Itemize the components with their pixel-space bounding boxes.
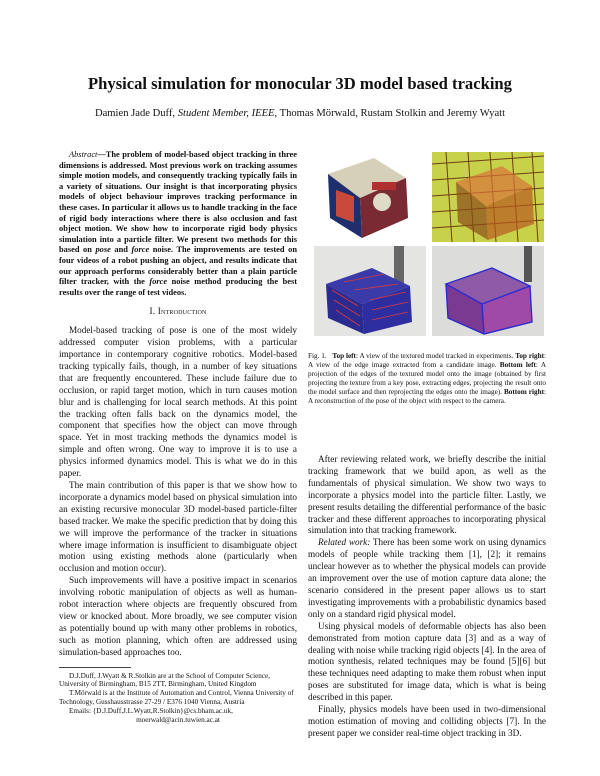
intro-paragraph-2: The main contribution of this paper is that we show how to incorporate a dynamics model based on physical simulation into an existing recursive monocular 3D model-based particle-filter based tracker. We make the specific prediction that by doing this we will improve the performance of the tracker in situations where image information is insufficient to disambiguate object motion using existing methods alone (particularly when occlusion and motion occur). [59,480,297,574]
figure-bottom-right-image [432,246,544,336]
left-column [59,150,297,724]
author-role: Student Member, IEEE, [177,108,278,119]
abstract-pose: pose [95,245,111,255]
authors-rest: Thomas Mörwald, Rustam Stolkin and Jeremy Wyatt [277,108,506,119]
right-paragraph-3: Using physical models of deformable objects has also been demonstrated from motion capture data [3] and as a way of dealing with noise while tracking rigid objects [4]. In the area of motion synthesis, related techniques may be found [5][6] but these techniques need adapting to make them robust when input poses are substituted for image data, which is what is being described in this paper. [308,620,546,703]
caption-top-right-label: Top right [515,352,544,360]
section-heading [59,306,297,318]
footnote-1: D.J.Duff, J.Wyatt & R.Stolkin are at the School of Computer Science, University of Birmingham, B15 2TT, Birmingham, United Kingdom [59,671,271,689]
caption-top-left-label: Top left [332,352,356,360]
abstract-text-a: The problem of model-based object tracking in three dimensions is addressed. Most previous work on tracking assumes simple motion models, and consequently tracking typically fails in a variety of situations. Our insight is that incorporating physics models of object behaviour improves tracking performance in these cases. In particular it allows us to handle tracking in the face of rigid body interactions where there is also occlusion and fast object motion. We show how to incorporate rigid body physics simulation into a particle filter. We present two methods for this based on [59,150,297,255]
caption-bottom-left-label: Bottom left [499,360,536,369]
footnote-3: Emails: {D.J.Duff,J.L.Wyatt,R.Stolkin}@cs.bham.ac.uk, [69,706,233,715]
figure-top-left-image [314,152,426,242]
section-number: I. [149,306,158,317]
author-line [30,108,570,119]
intro-paragraph-3: Such improvements will have a positive impact in scenarios involving robotic manipulation of objects as well as human-robot interaction where objects are frequently obscured from view or knocked about. More broadly, we see computer vision as potentially bound up with many other problems in robotics, such as motion planning, which often are addressed using simulation-based approaches too. [59,575,297,657]
figure-1 [308,148,546,338]
right-paragraph-4: Finally, physics models have been used in two-dimensional motion estimation of moving and colliding objects [7]. In the present paper we consider real-time object tracking in 3D. [308,704,546,738]
caption-bottom-right-text: : A reconstruction of the pose of the object with respect to the camera. [308,387,546,405]
related-work-paragraph [308,537,546,620]
figure-1-caption [308,352,546,405]
abstract-dash: — [97,150,106,159]
related-work-text: There has been some work on using dynamics models of people while tracking them [1], [2]; it remains unclear however as to whether the physical models can provide an improvement over the use of motion capture data alone; the scenario considered in the present paper allows us to start investigating improvements with a probabilistic dynamics based only on a standard rigid physical model. [308,537,546,619]
footnote-2: T.Mörwald is at the Institute of Automation and Control, Vienna University of Technology, Gusshausstrasse 27-29 / E376 1040 Vienna, Austria [59,689,294,706]
figure-top-right-image [432,152,544,242]
intro-paragraph-1: Model-based tracking of pose is one of the most widely addressed computer vision problems, with a particular importance in contemporary cognitive robotics. Model-based tracking typically fails, though, in a number of key situations that are frequently encountered. These include failure due to occlusion, or rapid target motion, which in turn causes motion blur and is challenging for local search methods. At this point the tracking often falls back on the dynamics model, the component that specifies how the object can move through space. Yet in most tracking methods the dynamics model is simple and often wrong. One way to improve it is to use a physics informed dynamics model. This is what we do in this paper. [59,325,297,479]
related-work-label: Related work: [318,537,371,548]
figure-bottom-left-image [314,246,426,336]
figure-label: Fig. 1. [308,352,327,360]
caption-bottom-left-text: : A projection of the edges of the textured model onto the image (obtained by first projecting the texture from a key pose, extracting edges, projecting the result onto the model surface and then reprojecting the edges onto the image). [308,360,547,396]
abstract-label: Abstract [69,150,98,159]
abstract-text-b: noise. The improvements are tested on four videos of a robot pushing an object, and results indicate that our approach performs considerably better than a plain particle filter tracker, with the [59,245,297,287]
footnotes [59,672,297,725]
abstract-text-c: noise method producing the best results over the range of test videos. [59,277,298,297]
section-title: Introduction [157,306,207,317]
abstract [59,150,297,298]
paper-title: Physical simulation for monocular 3D model based tracking [88,74,512,93]
abstract-force-2: force [149,277,168,287]
abstract-and: and [110,245,132,255]
right-column [308,454,546,740]
caption-bottom-right-label: Bottom right [504,387,544,396]
footnote-4: moerwald@acin.tuwien.ac.at [136,715,220,724]
authors-first: Damien Jade Duff, [94,108,178,119]
caption-top-left-text: : A view of the textured model tracked in experiments. [355,352,516,360]
abstract-force: force [131,245,150,255]
footnote-rule [59,667,131,668]
caption-top-right-text: : A view of the edge image extracted from a candidate image. [308,352,546,369]
right-paragraph-1: After reviewing related work, we briefly describe the initial tracking framework that we build apon, as well as the fundamentals of physical simulation. We show two ways to incorporate a physics model into the particle filter. Lastly, we present results detailing the differential performance of the basic tracker and these different approaches to incorporating physical simulation into that tracking framework. [308,454,546,536]
